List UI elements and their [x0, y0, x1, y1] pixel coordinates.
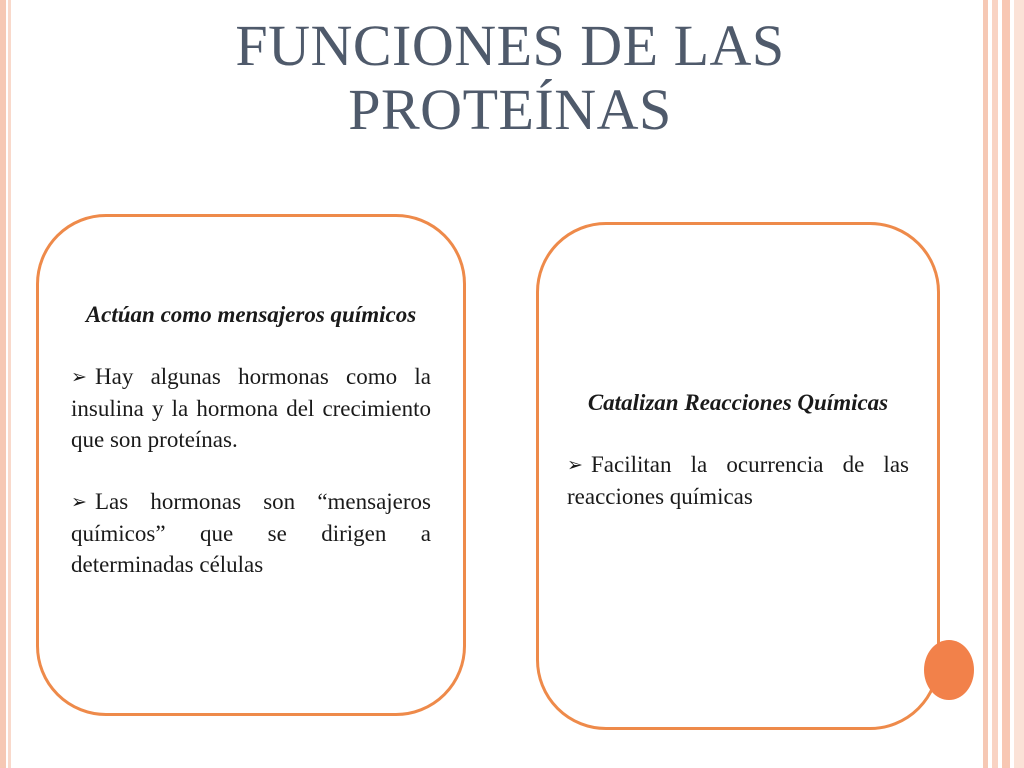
bullet-item — [71, 361, 431, 455]
card-messengers — [36, 214, 466, 716]
bullet-text: Hay algunas hormonas como la insulina y la hormona del crecimiento que son proteínas. — [71, 364, 431, 452]
arrow-bullet-icon: ➢ — [71, 367, 87, 388]
right-border-stripe-1 — [983, 0, 988, 768]
card-heading: Catalizan Reacciones Químicas — [587, 390, 889, 415]
bullet-text: Las hormonas son “mensajeros químicos” que se dirigen a determinadas células — [71, 489, 431, 577]
right-border-stripe-2 — [992, 0, 998, 768]
card-catalysis — [536, 222, 940, 730]
right-border-stripe-4 — [1014, 0, 1024, 768]
bullet-item — [71, 486, 431, 580]
card-heading: Actúan como mensajeros químicos — [85, 302, 417, 327]
arrow-bullet-icon: ➢ — [567, 455, 583, 476]
arrow-bullet-icon: ➢ — [71, 492, 87, 513]
slide-title: FUNCIONES DE LAS PROTEÍNAS — [235, 13, 785, 142]
decorative-circle — [924, 640, 974, 700]
right-border-stripe-3 — [1002, 0, 1010, 768]
bullet-item — [567, 449, 909, 512]
left-border-stripe-inner — [8, 0, 11, 768]
bullet-text: Facilitan la ocurrencia de las reacciones químicas — [567, 452, 909, 509]
left-border-stripe — [0, 0, 6, 768]
